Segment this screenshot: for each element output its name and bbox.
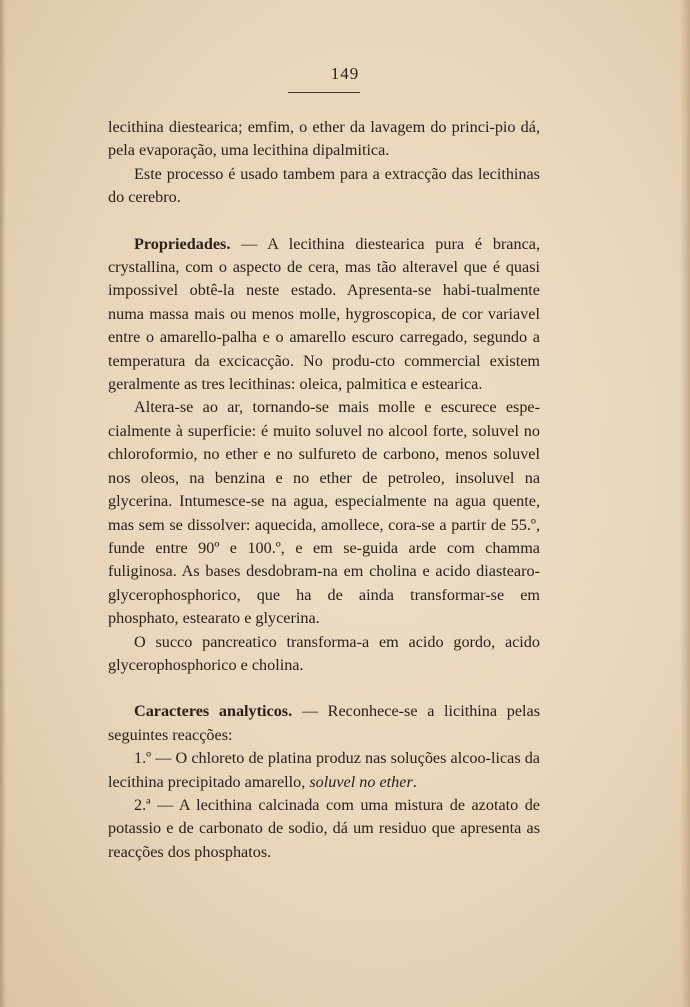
page-edge-left xyxy=(0,0,6,1007)
page-edge-right xyxy=(680,0,690,1007)
paragraph-extraction: Este processo é usado tambem para a extracção das lecithinas do cerebro. xyxy=(108,164,540,207)
paragraph-caracteres xyxy=(108,700,540,747)
reaction-1-end: . xyxy=(412,772,417,791)
paragraph-reaction-1 xyxy=(108,747,540,794)
body-text xyxy=(108,116,540,864)
header-rule xyxy=(288,92,360,93)
section-heading-propriedades: Propriedades. xyxy=(134,234,231,253)
section-heading-caracteres: Caracteres analyticos. xyxy=(134,702,293,721)
caracteres-text: — Reconhece-se a licithina pelas seguintes reacções: xyxy=(108,702,540,744)
reaction-1-text: 1.º — O chloreto de platina produz nas soluções alcoo-licas da lecithina precipitado amarello, xyxy=(108,749,540,791)
section-gap xyxy=(108,677,540,700)
paragraph-propriedades xyxy=(108,233,540,397)
reaction-1-italic: soluvel no ether xyxy=(309,772,413,791)
propriedades-text: — A lecithina diestearica pura é branca, crystallina, com o aspecto de cera, mas tão alteravel que é quasi impossivel obtê-la neste estado. Apresenta-se habi-tualmente numa massa mais ou menos molle, hygroscopica, de cor variavel entre o amarello-palha e o amarello escuro carregado, segundo a temperatura da excicacção. No produ-cto commercial existem geralmente as tres lecithinas: oleica, palmitica e estearica. xyxy=(108,234,540,394)
paragraph-reaction-2: 2.ª — A lecithina calcinada com uma mistura de azotato de potassio e de carbonato de sodio, dá um residuo que apresenta as reacções dos phosphatos. xyxy=(108,795,540,861)
paragraph-continuation: lecithina diestearica; emfim, o ether da lavagem do princi-pio dá, pela evaporação, uma lecithina dipalmitica. xyxy=(108,118,540,160)
paragraph-succo-pancreatico: O succo pancreatico transforma-a em acido gordo, acido glycerophosphorico e cholina. xyxy=(108,632,540,674)
page-number: 149 xyxy=(330,64,360,83)
section-gap xyxy=(108,210,540,233)
paragraph-alteracao: Altera-se ao ar, tornando-se mais molle e escurece espe-cialmente à superficie: é muito soluvel no alcool forte, soluvel no chloroformio, no ether e no sulfureto de carbono, menos soluvel nos oleos, na benzina e no ether de petroleo, insoluvel na glycerina. Intumesce-se na agua, especialmente na agua quente, mas sem se dissolver: aquecida, amollece, cora-se a partir de 55.º, funde entre 90º e 100.º, e em se-guida arde com chamma fuliginosa. As bases desdobram-na em cholina e acido diastearo-glycerophosphorico, que ha de ainda transformar-se em phosphato, estearato e glycerina. xyxy=(108,398,540,628)
